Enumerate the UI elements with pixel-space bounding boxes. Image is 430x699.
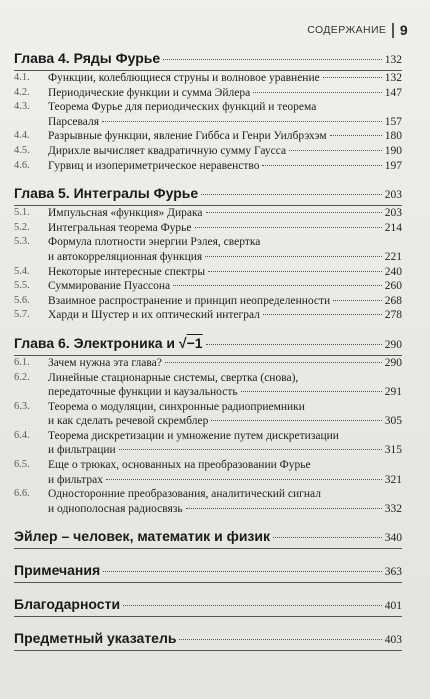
- leader-dots: [119, 449, 382, 450]
- toc-entry[interactable]: [14, 487, 402, 516]
- leader-dots: [211, 420, 381, 421]
- entry-number: 5.4.: [14, 265, 30, 277]
- chapter-title: Глава 5. Интегралы Фурье: [14, 185, 199, 202]
- entry-page: 203: [384, 207, 402, 220]
- leader-dots: [173, 285, 382, 286]
- toc-entry[interactable]: [14, 129, 402, 144]
- chapter-heading[interactable]: [14, 335, 402, 351]
- back-matter-page: 340: [384, 532, 402, 545]
- leader-dots: [163, 59, 382, 60]
- entry-title: Харди и Шустер и их оптический интеграл: [48, 309, 260, 322]
- chapter-heading[interactable]: [14, 50, 402, 66]
- entry-number: 5.7.: [14, 309, 30, 321]
- leader-dots: [195, 227, 382, 228]
- leader-dots: [289, 150, 382, 151]
- running-head: [307, 22, 408, 38]
- back-matter-title: Благодарности: [14, 596, 121, 613]
- entry-title-continued: передаточные функции и каузальность: [48, 386, 238, 399]
- entry-title: Импульсная «функция» Дирака: [48, 207, 203, 220]
- chapter-entries: [14, 206, 402, 323]
- toc-entry[interactable]: [14, 86, 402, 101]
- back-matter-title: Предметный указатель: [14, 630, 177, 647]
- entry-page: 291: [384, 386, 402, 399]
- entry-title-continued: и фильтрах: [48, 473, 103, 486]
- entry-number: 6.4.: [14, 429, 30, 441]
- entry-title: Взаимное распространение и принцип неопределенности: [48, 294, 331, 307]
- entry-page: 305: [384, 415, 402, 428]
- entry-title: Зачем нужна эта глава?: [48, 356, 162, 369]
- entry-number: 4.2.: [14, 86, 30, 98]
- back-matter-page: 403: [384, 634, 402, 647]
- chapter-title: Глава 4. Ряды Фурье: [14, 50, 161, 66]
- leader-dots: [323, 77, 382, 78]
- toc-entry[interactable]: [14, 371, 402, 400]
- entry-page: 221: [384, 250, 402, 263]
- back-matter-title: Эйлер – человек, математик и физик: [14, 528, 271, 545]
- entry-page: 290: [384, 356, 402, 369]
- leader-dots: [186, 508, 382, 509]
- entry-title: Теорема Фурье для периодических функций и теорема: [48, 101, 317, 114]
- radical-sign: √: [178, 334, 187, 351]
- leader-dots: [263, 314, 382, 315]
- toc-entry[interactable]: [14, 265, 402, 280]
- entry-number: 5.5.: [14, 280, 30, 292]
- entry-title: Разрывные функции, явление Гиббса и Генри Уилбрэхэм: [48, 130, 327, 143]
- entry-page: 214: [384, 221, 402, 234]
- entry-title: Еще о трюках, основанных на преобразовании Фурье: [48, 459, 311, 472]
- back-matter-page: 363: [384, 566, 402, 579]
- entry-number: 6.6.: [14, 488, 30, 500]
- radicand: −1: [186, 334, 203, 351]
- entry-number: 5.2.: [14, 221, 30, 233]
- section-rule: [14, 650, 402, 651]
- leader-dots: [253, 92, 382, 93]
- entry-page: 180: [384, 130, 402, 143]
- toc-entry[interactable]: [14, 221, 402, 236]
- sqrt-symbol: [179, 335, 203, 351]
- table-of-contents: [14, 50, 402, 651]
- running-head-divider: [392, 23, 394, 38]
- entry-number: 6.3.: [14, 400, 30, 412]
- entry-page: 278: [384, 309, 402, 322]
- leader-dots: [241, 391, 382, 392]
- back-matter-heading[interactable]: [14, 528, 402, 544]
- entry-number: 5.1.: [14, 207, 30, 219]
- toc-entry[interactable]: [14, 308, 402, 323]
- leader-dots: [179, 639, 381, 640]
- back-matter-page: 401: [384, 600, 402, 613]
- entry-number: 4.5.: [14, 144, 30, 156]
- entry-number: 6.5.: [14, 459, 30, 471]
- chapter-entries: [14, 356, 402, 517]
- entry-page: 190: [384, 144, 402, 157]
- entry-title: Периодические функции и сумма Эйлера: [48, 86, 251, 99]
- entry-title-continued: и однополосная радиосвязь: [48, 502, 183, 515]
- entry-page: 321: [384, 473, 402, 486]
- chapter-page: 203: [384, 189, 402, 202]
- entry-number: 4.3.: [14, 101, 30, 113]
- toc-entry[interactable]: [14, 400, 402, 429]
- entry-number: 5.6.: [14, 294, 30, 306]
- entry-page: 332: [384, 502, 402, 515]
- chapter-heading[interactable]: [14, 185, 402, 201]
- entry-page: 157: [384, 115, 402, 128]
- entry-title: Интегральная теорема Фурье: [48, 221, 192, 234]
- back-matter-heading[interactable]: [14, 596, 402, 612]
- chapter-page: 290: [384, 338, 402, 351]
- back-matter-title: Примечания: [14, 562, 101, 579]
- chapter-title: [14, 335, 203, 351]
- entry-title: Дирихле вычисляет квадратичную сумму Гаусса: [48, 144, 287, 157]
- entry-page: 197: [384, 159, 402, 172]
- toc-entry[interactable]: [14, 144, 402, 159]
- back-matter-heading[interactable]: [14, 562, 402, 578]
- entry-title: Суммирование Пуассона: [48, 280, 171, 293]
- leader-dots: [206, 344, 382, 345]
- entry-number: 5.3.: [14, 236, 30, 248]
- entry-number: 6.1.: [14, 356, 30, 368]
- toc-entry[interactable]: [14, 294, 402, 309]
- entry-number: 4.4.: [14, 130, 30, 142]
- entry-page: 132: [384, 72, 402, 84]
- entry-title: Гурвиц и изопериметрическое неравенство: [48, 159, 260, 172]
- entry-number: 6.2.: [14, 371, 30, 383]
- toc-entry[interactable]: [14, 429, 402, 458]
- entry-title-continued: и автокорреляционная функция: [48, 250, 203, 263]
- leader-dots: [102, 121, 382, 122]
- toc-entry[interactable]: [14, 100, 402, 129]
- entry-page: 260: [384, 280, 402, 293]
- entry-title: Теорема дискретизации и умножение путем дискретизации: [48, 429, 339, 442]
- entry-page: 268: [384, 294, 402, 307]
- toc-entry[interactable]: [14, 206, 402, 221]
- toc-entry[interactable]: [14, 279, 402, 294]
- chapter-title-text: Глава 6. Электроника и: [14, 334, 179, 351]
- entry-number: 4.1.: [14, 72, 30, 83]
- leader-dots: [165, 362, 382, 363]
- leader-dots: [330, 135, 382, 136]
- leader-dots: [206, 212, 382, 213]
- entry-title: Формула плотности энергии Рэлея, свертка: [48, 236, 261, 249]
- chapter-entries: [14, 71, 402, 173]
- entry-title: Функции, колеблющиеся струны и волновое уравнение: [48, 72, 320, 84]
- chapter-page: 132: [384, 54, 402, 66]
- leader-dots: [201, 194, 382, 195]
- leader-dots: [273, 537, 382, 538]
- leader-dots: [106, 479, 382, 480]
- entry-title-continued: и фильтрации: [48, 444, 116, 457]
- entry-title-continued: Парсеваля: [48, 115, 100, 128]
- back-matter-heading[interactable]: [14, 630, 402, 646]
- toc-entry[interactable]: [14, 71, 402, 86]
- entry-title: Теорема о модуляции, синхронные радиоприемники: [48, 400, 305, 413]
- entry-title: Линейные стационарные системы, свертка (снова),: [48, 371, 299, 384]
- entry-page: 147: [384, 86, 402, 99]
- leader-dots: [208, 271, 382, 272]
- leader-dots: [103, 571, 382, 572]
- leader-dots: [205, 256, 382, 257]
- toc-entry[interactable]: [14, 159, 402, 174]
- entry-page: 315: [384, 444, 402, 457]
- entry-number: 4.6.: [14, 159, 30, 171]
- toc-entry[interactable]: [14, 235, 402, 264]
- running-head-section: СОДЕРЖАНИЕ: [307, 24, 387, 36]
- toc-entry[interactable]: [14, 356, 402, 371]
- leader-dots: [333, 300, 382, 301]
- running-head-page-number: 9: [399, 22, 408, 38]
- entry-title: Некоторые интересные спектры: [48, 265, 206, 278]
- leader-dots: [262, 165, 381, 166]
- toc-entry[interactable]: [14, 458, 402, 487]
- entry-title-continued: и как сделать речевой скремблер: [48, 415, 209, 428]
- entry-page: 240: [384, 265, 402, 278]
- entry-title: Односторонние преобразования, аналитический сигнал: [48, 488, 321, 501]
- leader-dots: [123, 605, 382, 606]
